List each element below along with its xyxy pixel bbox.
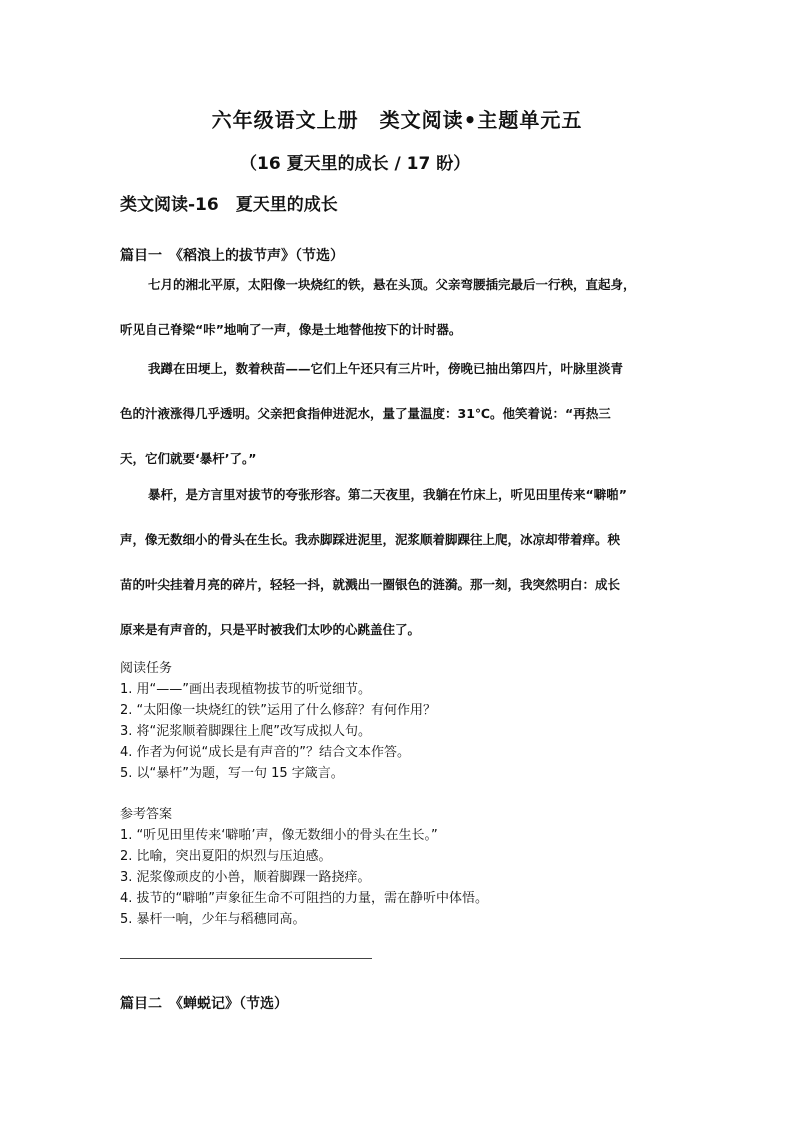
paragraph-line: 苗的叶尖挂着月亮的碎片，轻轻一抖，就溅出一圈银色的涟漪。那一刻，我突然明白：成长 (120, 577, 621, 592)
task-item: 3. 将“泥浆顺着脚踝往上爬”改写成拟人句。 (120, 724, 372, 739)
article1-paragraph-3 (120, 472, 676, 652)
article1-paragraph-1 (120, 262, 676, 352)
answer-item: 1. “听见田里传来‘噼啪’声，像无数细小的骨头在生长。” (120, 828, 438, 843)
paragraph-line: 我蹲在田埂上，数着秧苗——它们上午还只有三片叶，傍晚已抽出第四片，叶脉里淡青 (148, 361, 624, 376)
reference-answers (120, 804, 488, 930)
divider-line (120, 958, 372, 959)
answer-item: 2. 比喻，突出夏阳的炽烈与压迫感。 (120, 849, 332, 864)
paragraph-line: 七月的湘北平原，太阳像一块烧红的铁，悬在头顶。父亲弯腰插完最后一行秧，直起身， (148, 277, 636, 292)
answer-item: 5. 暴杆一响，少年与稻穗同高。 (120, 912, 306, 927)
section-heading: 类文阅读-16 夏天里的成长 (120, 195, 338, 215)
reading-tasks (120, 658, 436, 784)
task-item: 4. 作者为何说“成长是有声音的”？结合文本作答。 (120, 745, 411, 760)
task-item: 1. 用“——”画出表现植物拔节的听觉细节。 (120, 682, 372, 697)
answer-item: 3. 泥浆像顽皮的小兽，顺着脚踝一路挠痒。 (120, 870, 371, 885)
article1-heading: 篇目一 《稻浪上的拔节声》（节选） (120, 248, 344, 264)
task-item: 5. 以“暴杆”为题，写一句 15 字箴言。 (120, 766, 344, 781)
answer-item: 4. 拔节的“噼啪”声象征生命不可阻挡的力量，需在静听中体悟。 (120, 891, 489, 906)
task-item: 2. “太阳像一块烧红的铁”运用了什么修辞？有何作用？ (120, 703, 437, 718)
answers-heading: 参考答案 (120, 807, 173, 822)
page-title: 六年级语文上册 类文阅读•主题单元五 (211, 108, 583, 132)
paragraph-line: 听见自己脊梁“咔”地响了一声，像是土地替他按下的计时器。 (120, 322, 462, 337)
page-subtitle: （16 夏天里的成长 / 17 盼） (240, 154, 471, 174)
paragraph-line: 原来是有声音的，只是平时被我们太吵的心跳盖住了。 (120, 622, 421, 637)
paragraph-line: 天，它们就要‘暴杆’了。” (120, 451, 257, 466)
article2-heading: 篇目二 《蝉蜕记》（节选） (120, 996, 288, 1012)
paragraph-line: 暴杆，是方言里对拔节的夸张形容。第二天夜里，我躺在竹床上，听见田里传来“噼啪” (148, 487, 627, 502)
paragraph-line: 声，像无数细小的骨头在生长。我赤脚踩进泥里，泥浆顺着脚踝往上爬，冰凉却带着痒。秧 (120, 532, 621, 547)
tasks-heading: 阅读任务 (120, 661, 173, 676)
paragraph-line: 色的汁液涨得几乎透明。父亲把食指伸进泥水，量了量温度：31℃。他笑着说：“再热三 (120, 406, 611, 421)
article1-paragraph-2 (120, 346, 676, 481)
